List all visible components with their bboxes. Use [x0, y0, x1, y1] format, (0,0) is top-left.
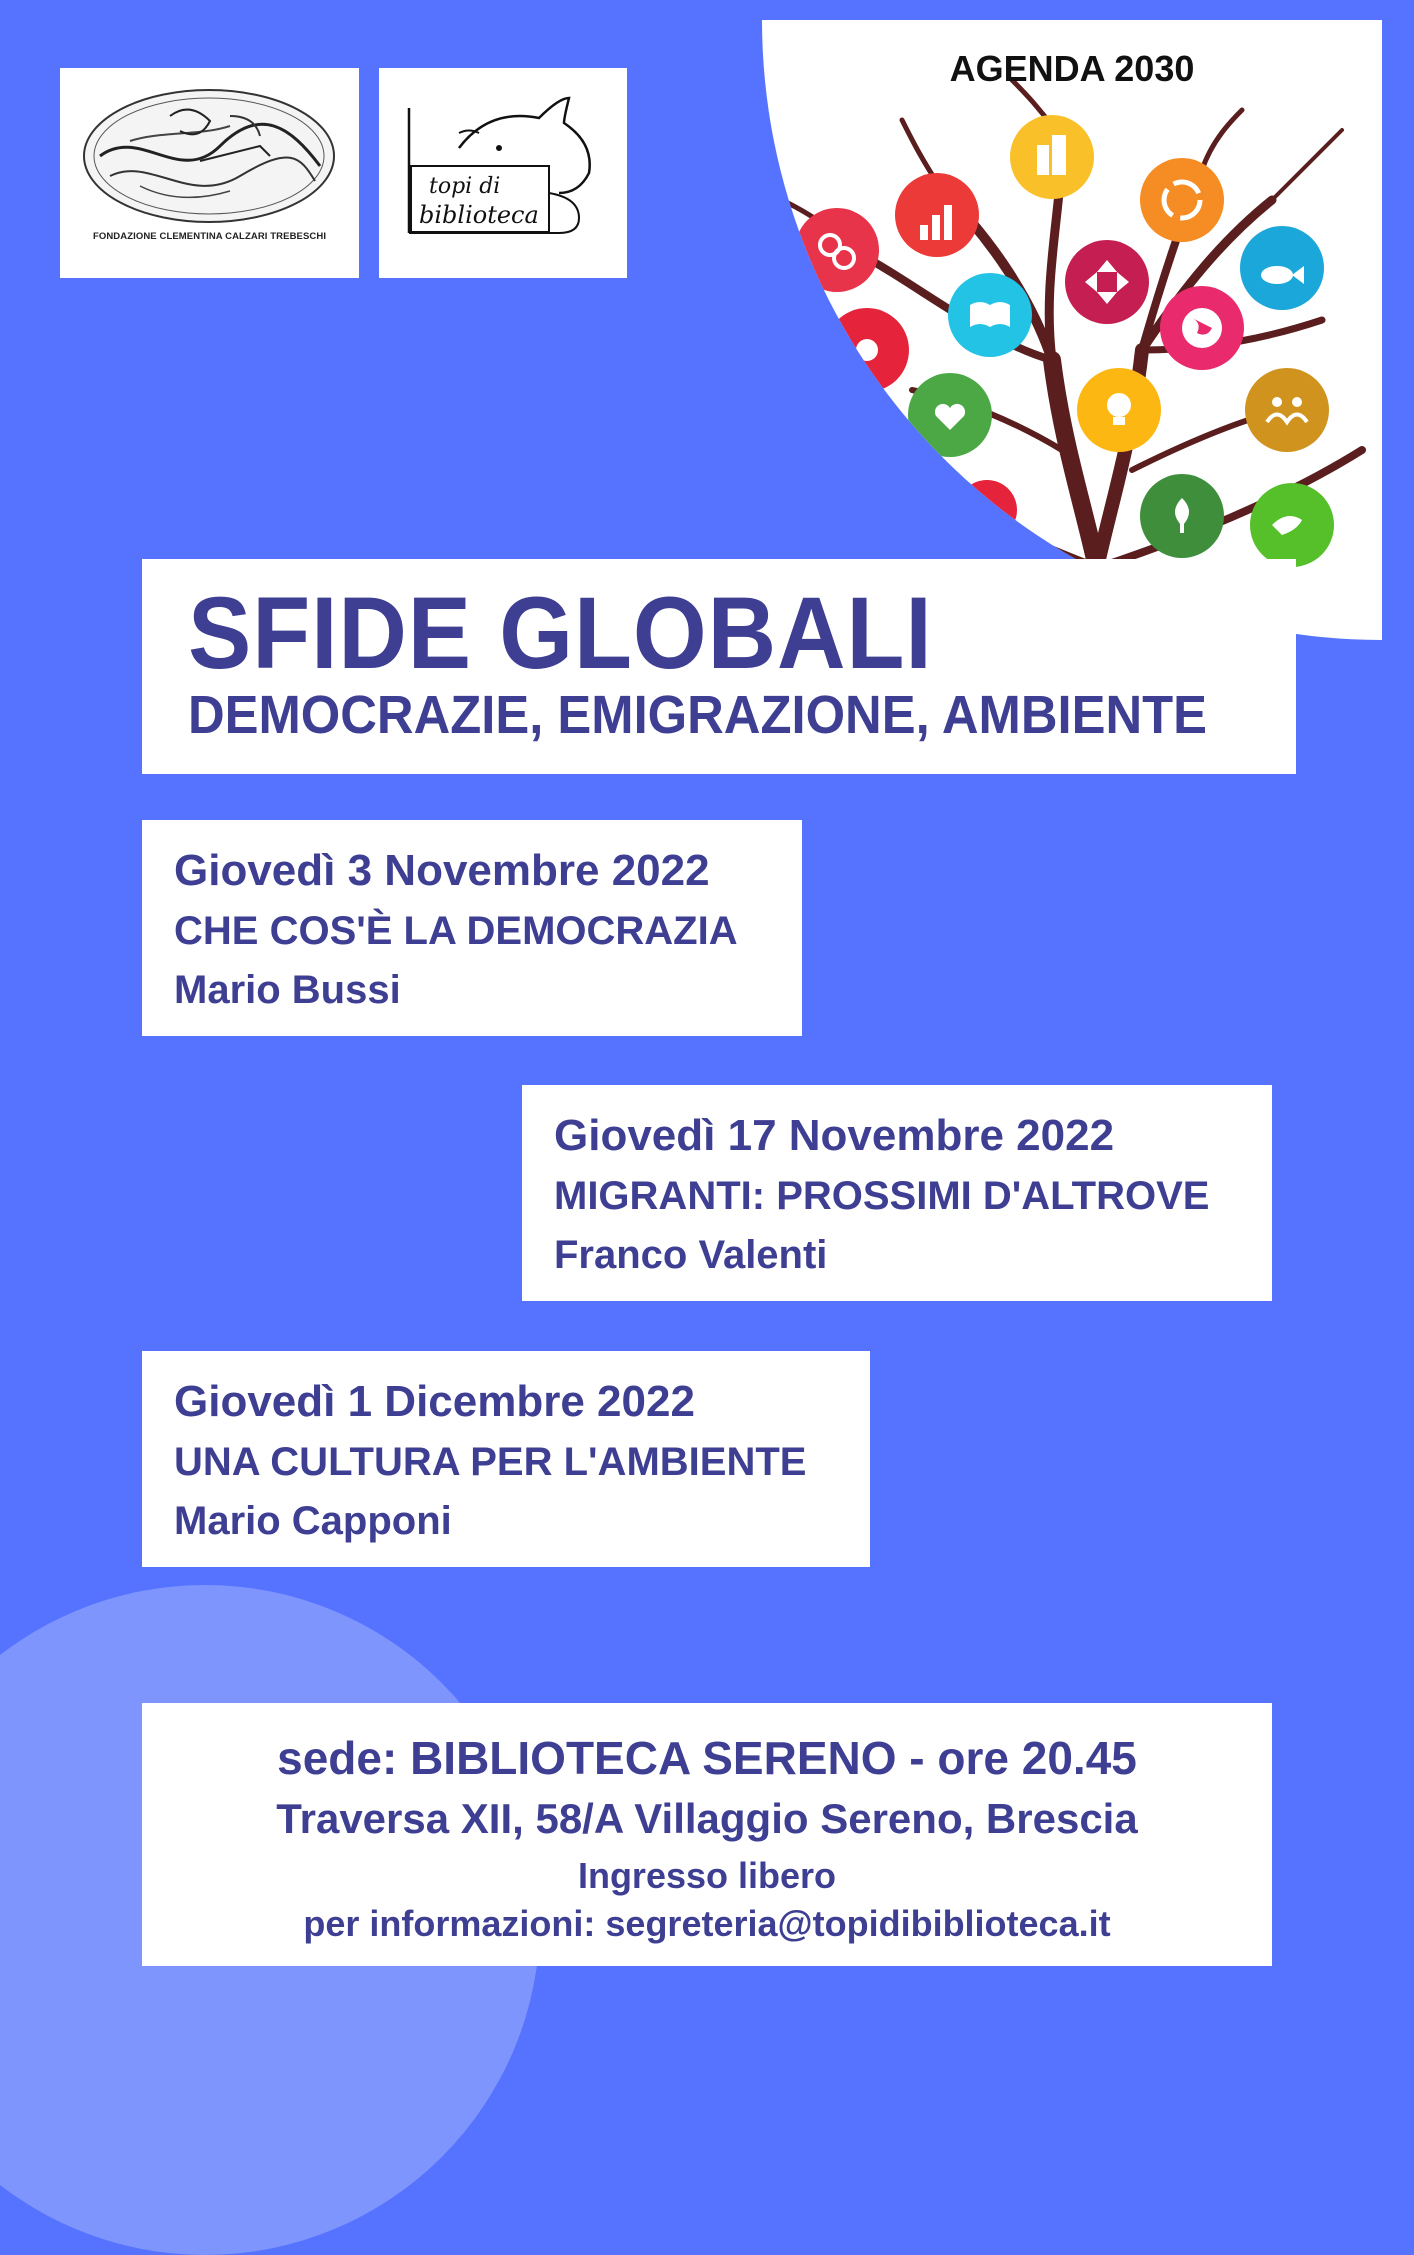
event-date: Giovedì 3 Novembre 2022: [174, 846, 710, 895]
event-card-2: [522, 1085, 1272, 1301]
event-card-3: [142, 1351, 870, 1567]
subtitle: DEMOCRAZIE, EMIGRAZIONE, AMBIENTE: [188, 685, 1207, 745]
topi-di-biblioteca-logo: [379, 68, 627, 278]
event-card-1: [142, 820, 802, 1036]
event-topic: CHE COS'È LA DEMOCRAZIA: [174, 909, 738, 953]
main-title: SFIDE GLOBALI: [188, 576, 933, 690]
event-speaker: Mario Bussi: [174, 968, 401, 1012]
title-card: [142, 559, 1296, 774]
event-date: Giovedì 1 Dicembre 2022: [174, 1377, 695, 1426]
inequality-icon: [1065, 240, 1149, 324]
lightbulb-icon: [1077, 368, 1161, 452]
fish-icon: [1240, 226, 1324, 310]
event-topic: MIGRANTI: PROSSIMI D'ALTROVE: [554, 1174, 1210, 1218]
tree-icon: [1140, 474, 1224, 558]
sun-icon: [825, 308, 909, 392]
dove-icon: [1250, 483, 1334, 567]
heart-icon: [908, 373, 992, 457]
recycle-icon: [1140, 158, 1224, 242]
growth-chart-icon: [895, 173, 979, 257]
topi-line2: biblioteca: [419, 201, 539, 229]
topi-line1: topi di: [429, 174, 501, 199]
entry-note: Ingresso libero: [577, 1855, 837, 1896]
venue-time: sede: BIBLIOTECA SERENO - ore 20.45: [277, 1732, 1137, 1784]
agenda-title: AGENDA 2030: [949, 48, 1195, 89]
agenda-2030-graphic: [762, 20, 1382, 640]
city-icon: [1010, 115, 1094, 199]
mouse-reading-icon: [399, 88, 607, 258]
foundation-logo: [60, 68, 359, 278]
foundation-emblem-icon: [80, 86, 339, 226]
globe-icon: [1160, 286, 1244, 370]
foundation-caption: FONDAZIONE CLEMENTINA CALZARI TREBESCHI: [92, 231, 327, 242]
event-date: Giovedì 17 Novembre 2022: [554, 1111, 1115, 1160]
event-topic: UNA CULTURA PER L'AMBIENTE: [174, 1440, 807, 1484]
gender-icon: [795, 208, 879, 292]
info-card: [142, 1703, 1272, 1966]
partnership-icon: [1245, 368, 1329, 452]
education-icon: [948, 273, 1032, 357]
event-speaker: Franco Valenti: [554, 1233, 828, 1277]
event-speaker: Mario Capponi: [174, 1499, 452, 1543]
address: Traversa XII, 58/A Villaggio Sereno, Brescia: [276, 1795, 1138, 1842]
contact-email[interactable]: per informazioni: segreteria@topidibiblioteca.it: [303, 1903, 1111, 1944]
sun-partial-icon: [957, 480, 1017, 540]
sdg-tree-icon: [762, 20, 1382, 640]
